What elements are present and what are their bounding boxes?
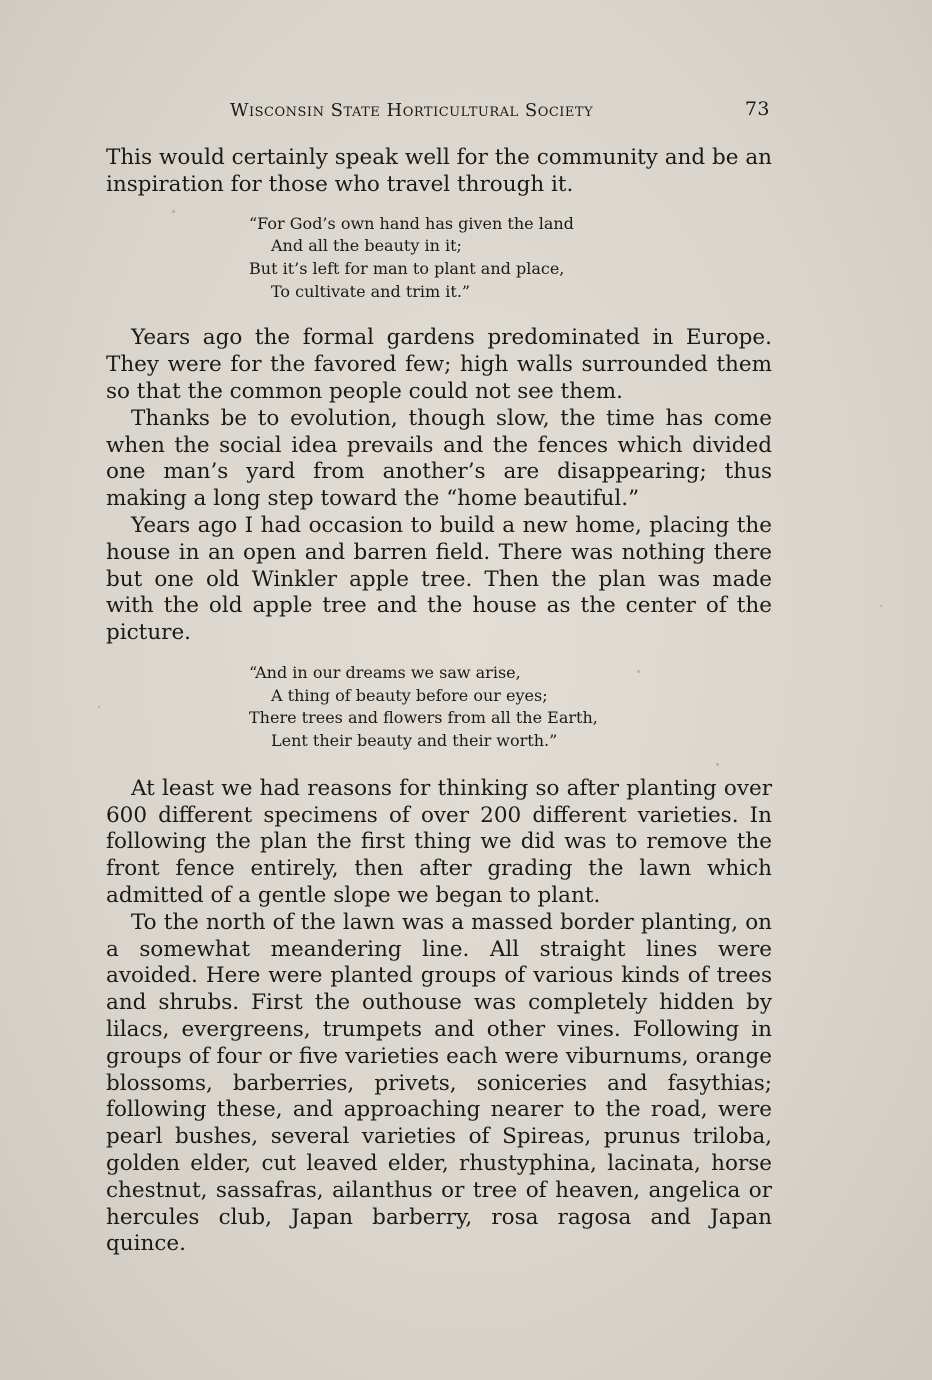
paper-speck	[880, 605, 882, 607]
paper-speck	[716, 763, 719, 766]
poem-line: But it’s left for man to plant and place,	[249, 259, 565, 278]
paper-speck	[98, 706, 100, 708]
poem-line: “And in our dreams we saw arise,	[249, 662, 521, 682]
poem-line: “For God’s own hand has given the land	[249, 213, 574, 233]
paragraph: Thanks be to evolution, though slow, the time has come when the social idea prevails and the fences which divided one man’s yard from another’s are disappearing; thus making a long step toward the “home beautiful.”	[106, 405, 772, 512]
paragraph: Years ago the formal gardens predominated in Europe. They were for the favored few; high walls surrounded them so that the common people could not see them.	[106, 325, 772, 404]
poem-stanza	[106, 662, 772, 753]
poem-line: And all the beauty in it;	[271, 236, 462, 256]
running-header	[230, 96, 770, 124]
page-number: 73	[744, 98, 770, 120]
poem-stanza	[106, 213, 772, 304]
paragraph: Years ago I had occasion to build a new home, placing the house in an open and barren field. There was nothing there but one old Winkler apple tree. Then the plan was made with the old apple tree and the house as the center of the picture.	[106, 512, 772, 646]
poem-line: A thing of beauty before our eyes;	[271, 685, 548, 705]
paper-speck	[637, 670, 640, 673]
paragraph: At least we had reasons for thinking so after planting over 600 different specimens of over 200 different varieties. In following the plan the first thing we did was to remove the front fence entirely, then after grading the lawn which admitted of a gentle slope we began to plant.	[106, 775, 772, 908]
poem-line: There trees and flowers from all the Earth,	[249, 708, 598, 728]
poem-line: Lent their beauty and their worth.”	[271, 731, 558, 751]
poem-line: To cultivate and trim it.”	[271, 281, 471, 301]
paragraph: To the north of the lawn was a massed border planting, on a somewhat meandering line. All straight lines were avoided. Here were planted groups of various kinds of trees and shrubs. First the outhouse was completely hidden by lilacs, evergreens, trumpets and other vines. Following in groups of four or five varieties each were viburnums, orange blossoms, barberries, privets, soniceries and fasythias; following these, and approaching nearer to the road, were pearl bushes, several varieties of Spireas, prunus triloba, golden elder, cut leaved elder, rhustyphina, lacinata, horse chestnut, sassafras, ailanthus or tree of heaven, angelica or hercules club, Japan barberry, rosa ragosa and Japan quince.	[106, 909, 772, 1257]
paragraph: This would certainly speak well for the community and be an inspiration for those who travel through it.	[106, 145, 772, 197]
paper-speck	[172, 210, 175, 213]
body-text	[106, 145, 772, 1258]
header-title: Wisconsin State Horticultural Society	[230, 100, 594, 121]
